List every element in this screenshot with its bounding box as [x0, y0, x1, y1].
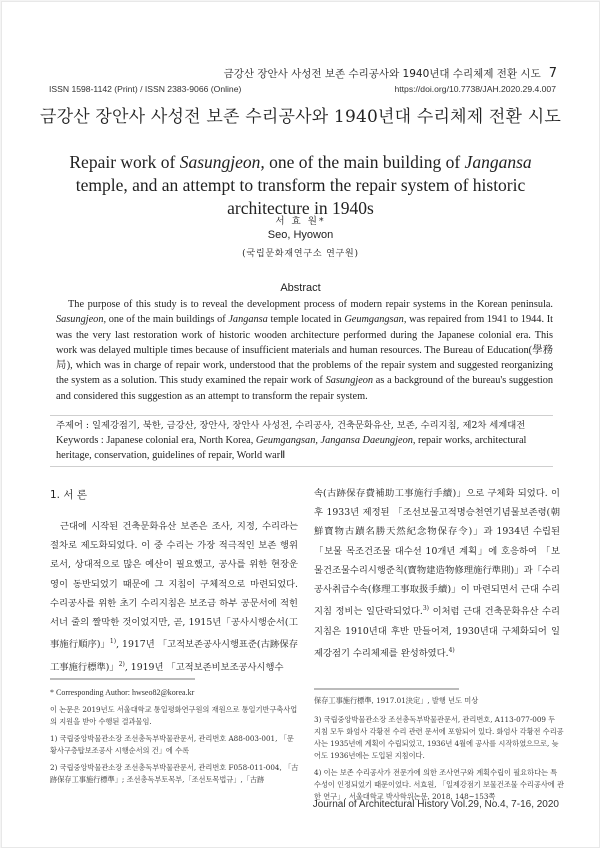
body-column-left: [50, 517, 298, 677]
title-text: one of the main building of: [264, 152, 465, 172]
author-korean: 서 효 원*: [275, 216, 326, 227]
page-number: 7: [548, 66, 557, 81]
title-text: temple, and an attempt to transform the repair system of historic architecture in 1940s: [75, 175, 526, 218]
body-text: 이처럼 근대 건축문화유산 수리지침은 1910년대 후반 만들어져, 1930년대 구체화되어 일제강점기 수리체제를 완성하였다.: [314, 606, 560, 659]
abstract-text: was repaired from 1941 to 1944. It was the very last restoration work of historic wooden architecture performed during the Japanese colonial era. This work was delayed multiple times because of insufficient materials and human resources. The Bureau of Education(學務局), which was in charge of repair work, understood that the problems of the repair system and suggested reorganizing the system as a solution. This study examined the repair work of: [56, 314, 553, 387]
abstract-italic: Sasungjeon,: [56, 314, 107, 326]
abstract-text: one of the main buildings of: [106, 314, 229, 326]
author-english: Seo, Hyowon: [267, 229, 334, 241]
abstract-italic: Geumgangsan,: [344, 314, 407, 326]
footnote-2-continued: 保存工事施行標準, 1917.01決定」, 발행 년도 미상: [314, 696, 479, 705]
footnote-1: 1) 국립중앙박물관소장 조선총독부박물관문서, 관리번호 A88-003-001, 「문황사구층탑보조공사 시행순서의 건」에 수록: [50, 734, 294, 755]
footnote-divider: [50, 678, 195, 680]
abstract-italic: Jangansa: [228, 314, 268, 326]
running-head: [2, 66, 557, 81]
abstract-italic: Sasungjeon: [325, 375, 374, 387]
footnote-ref[interactable]: 1): [109, 638, 117, 646]
title-korean: 금강산 장안사 사성전 보존 수리공사와 1940년대 수리체제 전환 시도: [39, 107, 562, 127]
keywords-text: repair works, architectural heritage, conservation, guidelines of repair, World warⅡ: [56, 435, 527, 461]
keywords-english: [56, 433, 547, 463]
doi-link[interactable]: https://doi.org/10.7738/JAH.2020.29.4.007: [394, 84, 556, 94]
footnotes-right: [314, 714, 564, 808]
footnote-ref[interactable]: 2): [118, 660, 125, 668]
footnotes-left: [50, 687, 300, 791]
footnote-ref[interactable]: 4): [448, 646, 455, 654]
footnote-divider: [314, 688, 459, 690]
footnote-4: 4) 이는 보존 수리공사가 전문가에 의한 조사연구와 계획수립이 필요하다는 특수성이 인정되었기 때문이었다. 서효원, 「일제강점기 보물건조물 수리공사에 관한 연구」, 서울대학교 박사학위논문, 2018, 148~153쪽: [314, 768, 564, 801]
body-text: , 1919년 「고적보존비보조공사시행수: [124, 661, 284, 673]
body-text: , 1917년 「고적보존공사시행표준(古跡保存工事施行標準)」: [50, 639, 298, 673]
title-english: [42, 151, 559, 220]
abstract-body: [56, 297, 553, 404]
keywords-korean: 주제어 : 일제강점기, 북한, 금강산, 장안사, 장안사 사성전, 수리공사, 건축문화유산, 보존, 수리지침, 제2차 세계대전: [56, 420, 526, 431]
title-text: Repair work of: [69, 152, 180, 172]
footnote-3: 3) 국립중앙박물관소장 조선총독부박물관문서, 관리번호, A113-077-009 두 지침 모두 화엄사 각황전 수리 관련 문서에 포함되어 있다. 화엄사 각황전 수리공사는 1935년에 계획이 수립되었고, 1936년 4월에 공사를 시작하였으므로, 늦어도 1936년에는 도입된 지침이다.: [314, 715, 564, 760]
keywords-text: Keywords : Japanese colonial era, North Korea,: [56, 435, 256, 446]
paper-page: [1, 1, 600, 848]
body-text: 근대에 시작된 건축문화유산 보존은 조사, 지정, 수리라는 절차로 제도화되었다. 이 중 수리는 가장 적극적인 보존 행위로서, 상대적으로 많은 예산이 필요했고, 공사를 위한 현장운영이 동반되었기 때문에 그 지침이 구체적으로 마련되었다. 수리공사를 위한 초기 수리지침은 보조금 하부 공문서에 적힌 서너 줄의 짤막한 것이었지만, 곧, 1915년「공사시행순서(工事施行順序)」: [50, 521, 298, 651]
body-text: 속(古跡保存費補助工事施行手續)」으로 구체화 되었다. 이후 1933년 제정된 「조선보물고적명승천연기념물보존령(朝鮮寶物古蹟名勝天然紀念物保存令)」과 1934년 수립된 「보물 목조건조물 대수선 10개년 계획」에 호응하여 「보물건조물수리시행준칙(寶物建造物修理施行準則)」과「수리공사취급수속(修理工事取扱手續)」이 마련되면서 근대 수리지침 정비는 일단락되었다.: [314, 488, 560, 618]
title-italic: Sasungjeon,: [179, 152, 265, 172]
title-italic: Jangansa: [464, 152, 532, 172]
running-title: 금강산 장안사 사성전 보존 수리공사와 1940년대 수리체제 전환 시도: [223, 68, 541, 80]
corresponding-author: * Corresponding Author: hwseo82@korea.kr: [50, 688, 195, 697]
abstract-text: temple located in: [267, 314, 345, 326]
footnote-ref[interactable]: 3): [422, 605, 430, 613]
body-paragraph: [314, 484, 560, 663]
abstract-heading: Abstract: [280, 282, 321, 294]
section-heading: 1. 서 론: [50, 489, 87, 501]
funding-note: 이 논문은 2019년도 서울대학교 통일평화연구원의 재원으로 통일기반구축사업의 지원을 받아 수행된 결과물임.: [50, 705, 298, 726]
issn: ISSN 1598-1142 (Print) / ISSN 2383-9066 (Online): [49, 84, 242, 94]
keywords-box: [50, 415, 553, 467]
issn-doi-line: [49, 84, 556, 94]
author-affiliation: (국립문화재연구소 연구원): [242, 249, 359, 259]
footnote-2: 2) 국립중앙박물관소장 조선총독부박물관문서, 관리번호 F058-011-004, 「古跡保存工事施行標準」; 조선총독부토목부,「조선토목법규」,「古跡: [50, 763, 299, 784]
body-column-right: [314, 484, 560, 663]
abstract-text: as a background of the bureau's suggestion and considered this suggestion as an attempt to transform the repair system.: [56, 375, 554, 402]
abstract-text: The purpose of this study is to reveal the development process of modern repair systems in the Korean peninsula.: [68, 299, 553, 310]
body-paragraph: [50, 517, 298, 677]
keywords-italic: Geumgangsan, Jangansa Daeungjeon,: [255, 435, 416, 446]
journal-footer: Journal of Architectural History Vol.29, No.4, 7-16, 2020: [312, 799, 559, 810]
